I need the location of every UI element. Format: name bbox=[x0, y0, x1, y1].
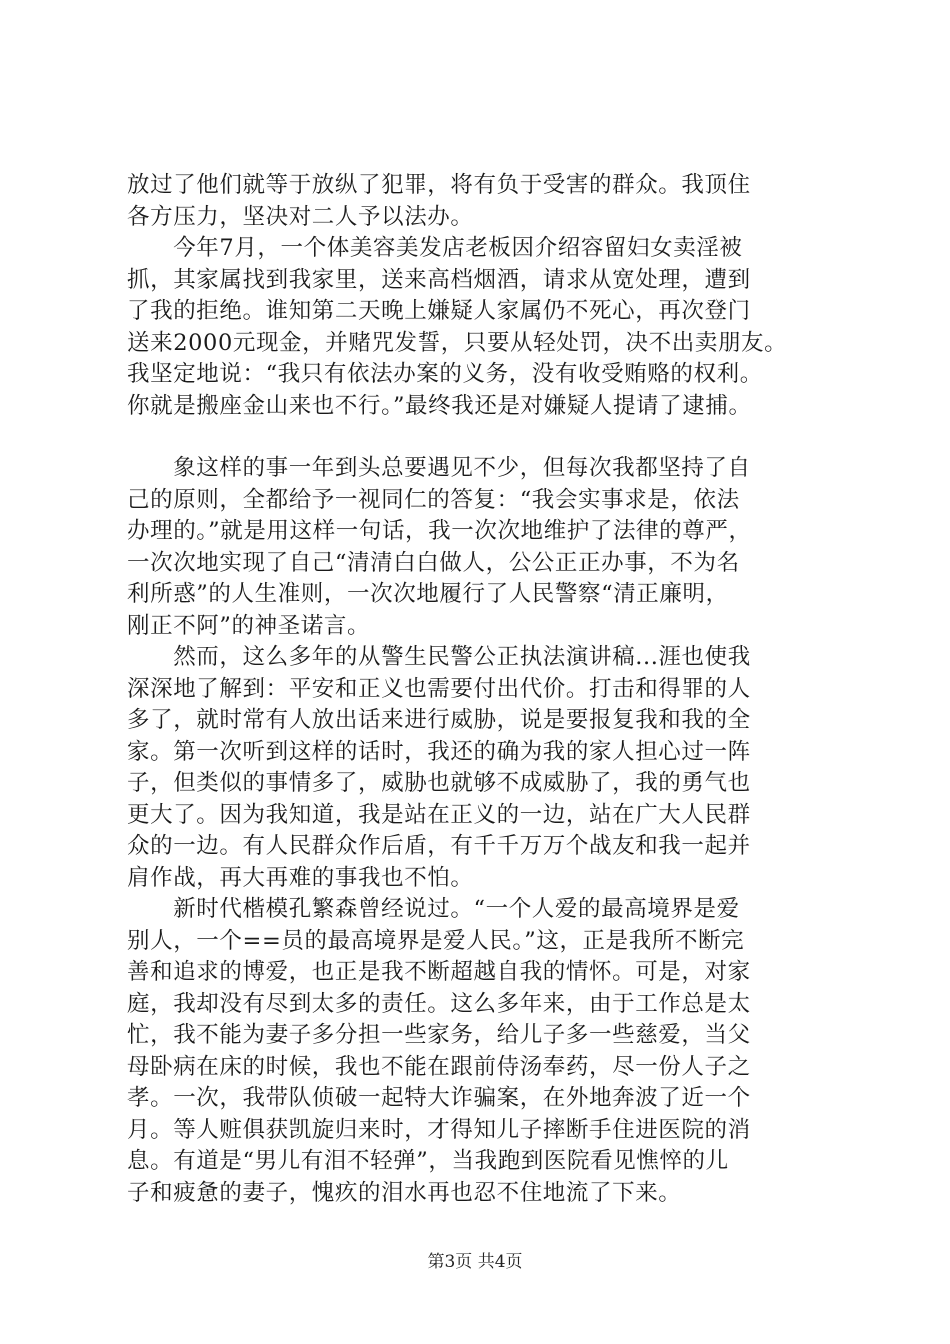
text-line: 众的一边。有人民群众作后盾，有千千万万个战友和我一起并 bbox=[127, 833, 751, 859]
text-line: 母卧病在床的时候，我也不能在跟前侍汤奉药，尽一份人子之 bbox=[127, 1053, 751, 1080]
text-line: 忙，我不能为妻子多分担一些家务，给儿子多一些慈爱，当父 bbox=[127, 1022, 751, 1048]
text-line: 放过了他们就等于放纵了犯罪，将有负于受害的群众。我顶住 bbox=[127, 172, 751, 198]
text-line: 了我的拒绝。谁知第二天晚上嫌疑人家属仍不死心，再次登门 bbox=[127, 298, 751, 324]
text-line: 月。等人赃俱获凯旋归来时，才得知儿子摔断手住进医院的消 bbox=[127, 1116, 751, 1143]
text-line: 家。第一次听到这样的话时，我还的确为我的家人担心过一阵 bbox=[127, 738, 751, 765]
text-line: 你就是搬座金山来也不行。”最终我还是对嫌疑人提请了逮捕。 bbox=[127, 392, 752, 419]
text-line: 新时代楷模孔繁森曾经说过。“一个人爱的最高境界是爱 bbox=[127, 896, 740, 922]
text-line: 然而，这么多年的从警生民警公正执法演讲稿...涯也使我 bbox=[127, 644, 751, 670]
text-line: 别人，一个==员的最高境界是爱人民。”这，正是我所不断完 bbox=[127, 927, 745, 954]
text-line: 各方压力，坚决对二人予以法办。 bbox=[127, 203, 474, 230]
page-number-footer: 第3页 共4页 bbox=[427, 1252, 523, 1272]
text-line: 今年7月，一个体美容美发店老板因介绍容留妇女卖淫被 bbox=[127, 235, 743, 261]
text-line: 己的原则，全都给予一视同仁的答复：“我会实事求是，依法 bbox=[127, 486, 740, 513]
text-line: 更大了。因为我知道，我是站在正义的一边，站在广大人民群 bbox=[127, 801, 751, 828]
text-line: 深深地了解到：平安和正义也需要付出代价。打击和得罪的人 bbox=[127, 675, 751, 702]
text-line: 善和追求的博爱，也正是我不断超越自我的情怀。可是，对家 bbox=[127, 959, 751, 985]
text-line: 我坚定地说：“我只有依法办案的义务，没有收受贿赂的权利。 bbox=[127, 361, 763, 387]
text-line: 刚正不阿”的神圣诺言。 bbox=[127, 612, 371, 639]
body-text bbox=[127, 170, 827, 1209]
text-line: 抓，其家属找到我家里，送来高档烟酒，请求从宽处理，遭到 bbox=[127, 266, 751, 293]
text-line: 送来2000元现金，并赌咒发誓，只要从轻处罚，决不出卖朋友。 bbox=[127, 329, 788, 356]
text-line: 一次次地实现了自己“清清白白做人，公公正正办事，不为名 bbox=[127, 549, 740, 576]
text-line: 象这样的事一年到头总要遇见不少，但每次我都坚持了自 bbox=[127, 455, 751, 481]
text-line: 肩作战，再大再难的事我也不怕。 bbox=[127, 864, 474, 891]
text-line: 子和疲惫的妻子，愧疚的泪水再也忍不住地流了下来。 bbox=[127, 1179, 682, 1206]
text-line: 利所惑”的人生准则，一次次地履行了人民警察“清正廉明， bbox=[127, 581, 729, 607]
text-line: 孝。一次，我带队侦破一起特大诈骗案，在外地奔波了近一个 bbox=[127, 1085, 751, 1111]
text-line: 多了，就时常有人放出话来进行威胁，说是要报复我和我的全 bbox=[127, 707, 751, 733]
text-line: 办理的。”就是用这样一句话，我一次次地维护了法律的尊严， bbox=[127, 518, 752, 544]
text-line: 庭，我却没有尽到太多的责任。这么多年来，由于工作总是太 bbox=[127, 990, 751, 1017]
text-line: 息。有道是“男儿有泪不轻弹”，当我跑到医院看见憔悴的儿 bbox=[127, 1148, 729, 1174]
text-line: 子，但类似的事情多了，威胁也就够不成威胁了，我的勇气也 bbox=[127, 770, 751, 796]
